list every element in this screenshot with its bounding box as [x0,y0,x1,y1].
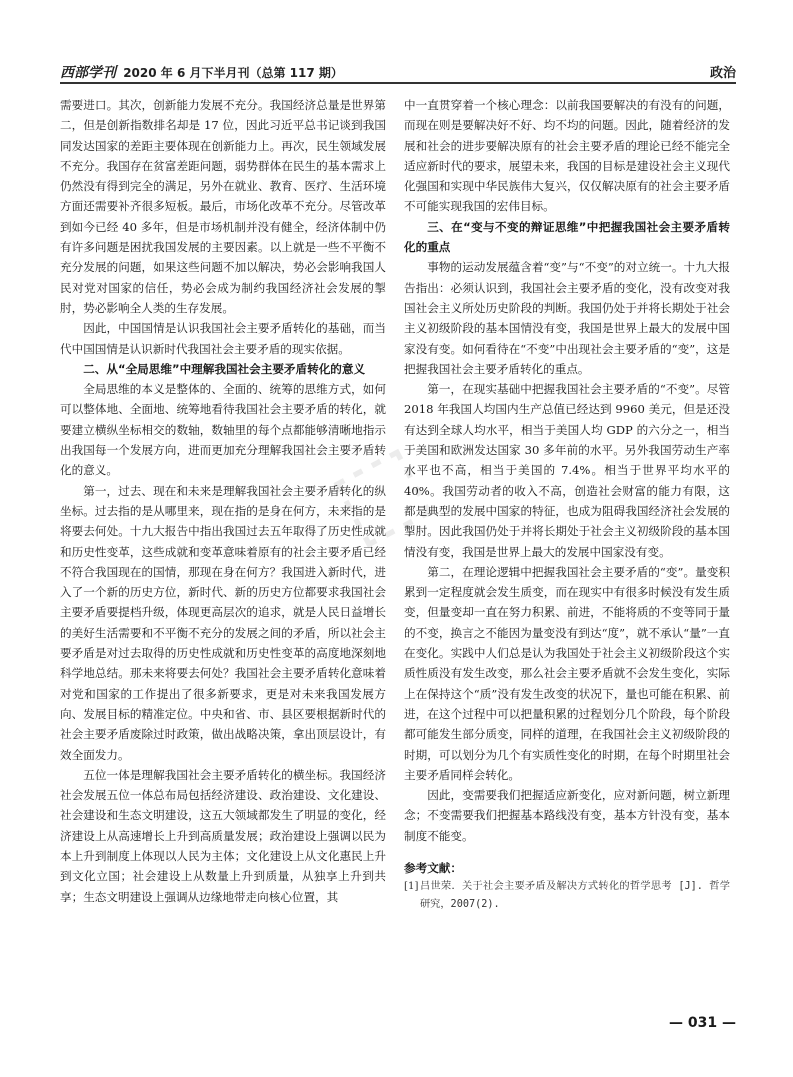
paragraph: 事物的运动发展蕴含着“变”与“不变”的对立统一。十九大报告指出：必须认识到，我国社会主要矛盾的变化，没有改变对我国社会主义所处历史阶段的判断。我国仍处于并将长期处于社会主义初级阶段的基本国情没有变，我国是世界上最大的发展中国家没有变。如何看待在“不变”中出现社会主要矛盾的“变”，这是把握我国社会主要矛盾转化的重点。 [404,260,730,376]
paragraph: 因此，变需要我们把握适应新变化，应对新问题，树立新理念；不变需要我们把握基本路线没有变，基本方针没有变，基本制度不能变。 [404,788,730,843]
page-header [60,60,736,82]
paragraph: 第二，在理论逻辑中把握我国社会主要矛盾的“变”。量变积累到一定程度就会发生质变，而在现实中有很多时候没有发生质变，但量变却一直在努力积累、前进，不能将质的不变等同于量的不变，换言之不能因为量变没有到达“度”，就不承认“量”一直在变化。实践中人们总是认为我国处于社会主义初级阶段这个实质性质没有发生改变，那么社会主要矛盾就不会发生变化，实际上在保持这个“质”没有发生改变的状况下，量也可能在积累、前进，在这个过程中可以把量积累的过程划分几个阶段，每个阶段都可能发生部分质变，同样的道理，在我国社会主义初级阶段的时期，可以划分为几个有实质性变化的时期，在每个时期里社会主要矛盾同样会转化。 [404,564,730,782]
watermark: ⬚ [313,420,446,562]
section-heading: 二、从“全局思维”中理解我国社会主要矛盾转化的意义 [83,361,366,376]
section-label: 政治 [709,66,736,81]
section-heading: 三、在“变与不变的辩证思维”中把握我国社会主要矛盾转化的重点 [404,219,730,255]
right-column [404,95,730,1070]
header-rule [60,82,736,84]
issue-label: 2020 年 6 月下半月刊（总第 117 期） [123,66,343,80]
paragraph: 需要进口。其次，创新能力发展不充分。我国经济总量是世界第二，但是创新指数排名却是 17 位，因此习近平总书记谈到我国同发达国家的差距主要体现在创新能力上。再次，民生领域发展不充分。我国存在贫富差距问题，弱势群体在民生的基本需求上仍然没有得到完全的满足，另外在就业、教育、医疗、生活环境方面还需要补齐很多短板。最后，市场化改革不充分。尽管改革到如今已经 40 多年，但是市场机制并没有健全，经济体制中仍有许多问题是困扰我国发展的主要因素。以上就是一些不平衡不充分发展的问题，如果这些问题不加以解决，势必会影响我国人民对党对国家的信任，势必会成为制约我国经济社会发展的掣肘，势必影响全人类的生存发展。 [60,98,386,315]
journal-issue-info [60,62,343,82]
journal-logo: 西部学刊 [60,65,116,81]
paragraph: 因此，中国国情是认识我国社会主要矛盾转化的基础，而当代中国国情是认识新时代我国社会主要矛盾的现实依据。 [60,321,386,356]
paragraph: 第一，过去、现在和未来是理解我国社会主要矛盾转化的纵坐标。过去指的是从哪里来，现在指的是身在何方，未来指的是将要去何处。十九大报告中指出我国过去五年取得了历史性成就和历史性变革，这些成就和变革意味着原有的社会主要矛盾已经不符合我国现在的国情，那现在身在何方？我国进入新时代，进入了一个新的历史方位，新时代、新的历史方位都要求我国社会主要矛盾要提档升级，体现更高层次的追求，就是人民日益增长的美好生活需要和不平衡不充分的发展之间的矛盾，所以社会主要矛盾是对过去取得的历史性成就和历史性变革的高度地深刻地科学地总结。那未来将要去何处？我国社会主要矛盾转化意味着对党和国家的工作提出了很多新要求，更是对未来我国发展方向、发展目标的精准定位。中央和省、市、县区要根据新时代的社会主要矛盾废除过时政策，做出战略决策，拿出顶层设计，有效全面发力。 [60,483,386,762]
paragraph: 中一直贯穿着一个核心理念：以前我国要解决的有没有的问题，而现在则是要解决好不好、均不均的问题。因此，随着经济的发展和社会的进步要解决原有的社会主要矛盾的理论已经不能完全适应新时代的要求，展望未来，我国的目标是建设社会主义现代化强国和实现中华民族伟大复兴，仅仅解决原有的社会主要矛盾不可能实现我国的宏伟目标。 [404,98,730,214]
reference-text: 吕世荣．关于社会主要矛盾及解决方式转化的哲学思考 [J]. 哲学研究，2007(2). [420,881,730,911]
reference-number: [1] [404,881,419,893]
reference-item [404,878,730,914]
references-title: 参考文献： [404,860,462,875]
left-column [60,95,386,1070]
paragraph: 五位一体是理解我国社会主要矛盾转化的横坐标。我国经济社会发展五位一体总布局包括经济建设、政治建设、文化建设、社会建设和生态文明建设，这五大领域都发生了明显的变化，经济建设上从高速增长上升到高质量发展；政治建设上强调以民为本上升到制度上体现以人民为主体；文化建设上从文化惠民上升到文化立国；社会建设上从数量上升到质量，从独享上升到共享；生态文明建设上强调从边缘地带走向核心位置，其 [60,767,386,904]
page-number: — 031 — [669,1015,736,1031]
paragraph: 全局思维的本义是整体的、全面的、统筹的思维方式，如何可以整体地、全面地、统筹地看待我国社会主要矛盾的转化，就要建立横纵坐标相交的数轴，数轴里的每个点都能够清晰地指示出我国每一个发展方向，进而更加充分理解我国社会主要矛盾转化的意义。 [60,382,386,478]
paragraph: 第一，在现实基础中把握我国社会主要矛盾的“不变”。尽管 2018 年我国人均国内生产总值已经达到 9960 美元，但是还没有达到全球人均水平，相当于美国人均 GDP 的六分之一，相当于美国和欧洲发达国家 30 多年前的水平。另外我国劳动生产率水平也不高，相当于美国的 7.4%。相当于世界平均水平的 40%。我国劳动者的收入不高，创造社会财富的能力有限，这都是典型的发展中国家的特征，也成为阻碍我国经济社会发展的掣肘。因此我国仍处于并将长期处于社会主义初级阶段的基本国情没有变，我国是世界上最大的发展中国家没有变。 [404,382,730,559]
